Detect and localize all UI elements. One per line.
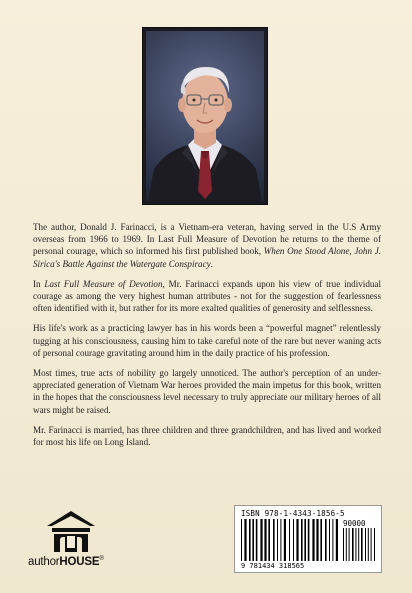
author-photo (142, 27, 268, 205)
bio-text: Most times, true acts of nobility go largely unnoticed. The author's perception of an under-appreciated generation of Vietnam War heroes provided the main impetus for this book, written in the hopes that the consciousness level necessary to truly appreciate our military heroes of all wars might be raised. (33, 368, 381, 415)
book-title: Last Full Measure of Devotion (44, 278, 163, 289)
barcode-bar (365, 528, 366, 561)
barcode-bar (296, 519, 298, 561)
barcode-bar (343, 528, 344, 561)
barcode-bar (241, 519, 242, 561)
barcode-bar (352, 528, 354, 561)
isbn-number: ISBN 978-1-4343-1856-5 (241, 509, 345, 518)
ean-number: 9 781434 318565 (241, 562, 305, 570)
bio-paragraph (33, 367, 381, 416)
barcode-bar (280, 519, 281, 561)
barcode-bar (358, 528, 359, 561)
bio-paragraph (33, 278, 381, 315)
bio-text: His life's work as a practicing lawyer has in his words been a “powerful magnet” relentlessly tugging at his consciousness, causing him to take careful note of the rare but never waning acts of personal courage gravitating around him in the daily practice of his profession. (33, 323, 381, 358)
bio-text: . (210, 258, 213, 269)
barcode-bar (312, 519, 314, 561)
barcode-bar (273, 519, 275, 561)
barcode-bar (349, 528, 350, 561)
bio-text: In (33, 278, 45, 289)
barcode-bar (289, 519, 290, 561)
barcode-bar (293, 519, 294, 561)
barcode-bar (371, 528, 372, 561)
barcode-bar (325, 519, 327, 561)
price-barcode-bars (343, 528, 375, 561)
barcode-bar (336, 519, 338, 561)
barcode-bar (304, 519, 306, 561)
barcode-bar (316, 519, 318, 561)
bio-text: Mr. Farinacci is married, has three children and three grandchildren, and has lived and worked for most his life on Long Island. (33, 424, 381, 448)
barcode-bar (260, 519, 262, 561)
barcode-bar (256, 519, 258, 561)
authorhouse-icon (46, 510, 96, 554)
barcode-bar (284, 519, 286, 561)
publisher-name: authorHOUSE® (28, 556, 104, 568)
barcode-bar (268, 519, 270, 561)
barcode-bar (249, 519, 251, 561)
barcode-bar (308, 519, 310, 561)
barcode-bar (346, 528, 347, 561)
barcode-bar (374, 528, 375, 561)
barcode-bar (329, 519, 330, 561)
bio-text: , Mr. Farinacci expands upon his view of true individual courage as among the very highest human attributes - not for the suggestion of fearlessness often identified with it, but rather for its more exalted qualities of generosity and selflessness. (33, 278, 381, 314)
barcode-bar (252, 519, 254, 561)
barcode-bar (361, 528, 363, 561)
barcode-bar (301, 519, 303, 561)
bio-paragraph (33, 221, 381, 270)
barcode-bar (264, 519, 266, 561)
barcode-bar (277, 519, 278, 561)
photo-background (146, 31, 264, 201)
ean-barcode-bars (241, 519, 341, 561)
barcode-bar (320, 519, 322, 561)
barcode-bar (244, 519, 246, 561)
author-bio (33, 221, 381, 456)
price-code: 90000 (343, 519, 366, 528)
book-title: When One Stood Alone, John J. Sirica's Battle Against the Watergate Conspiracy (33, 246, 381, 269)
bio-text: The author, Donald J. Farinacci, is a Vietnam-era veteran, having served in the U.S Army overseas from 1966 to 1969. In Last Full Measure of Devotion he returns to the theme of personal courage, which so informed his first published book, (33, 222, 381, 257)
barcode-bar (332, 519, 333, 561)
barcode-bar (355, 528, 356, 561)
author-portrait (146, 31, 264, 201)
bio-paragraph (33, 424, 381, 448)
bio-paragraph (33, 322, 381, 359)
barcode-bar (368, 528, 369, 561)
publisher-logo (28, 510, 118, 570)
isbn-barcode (234, 505, 382, 573)
